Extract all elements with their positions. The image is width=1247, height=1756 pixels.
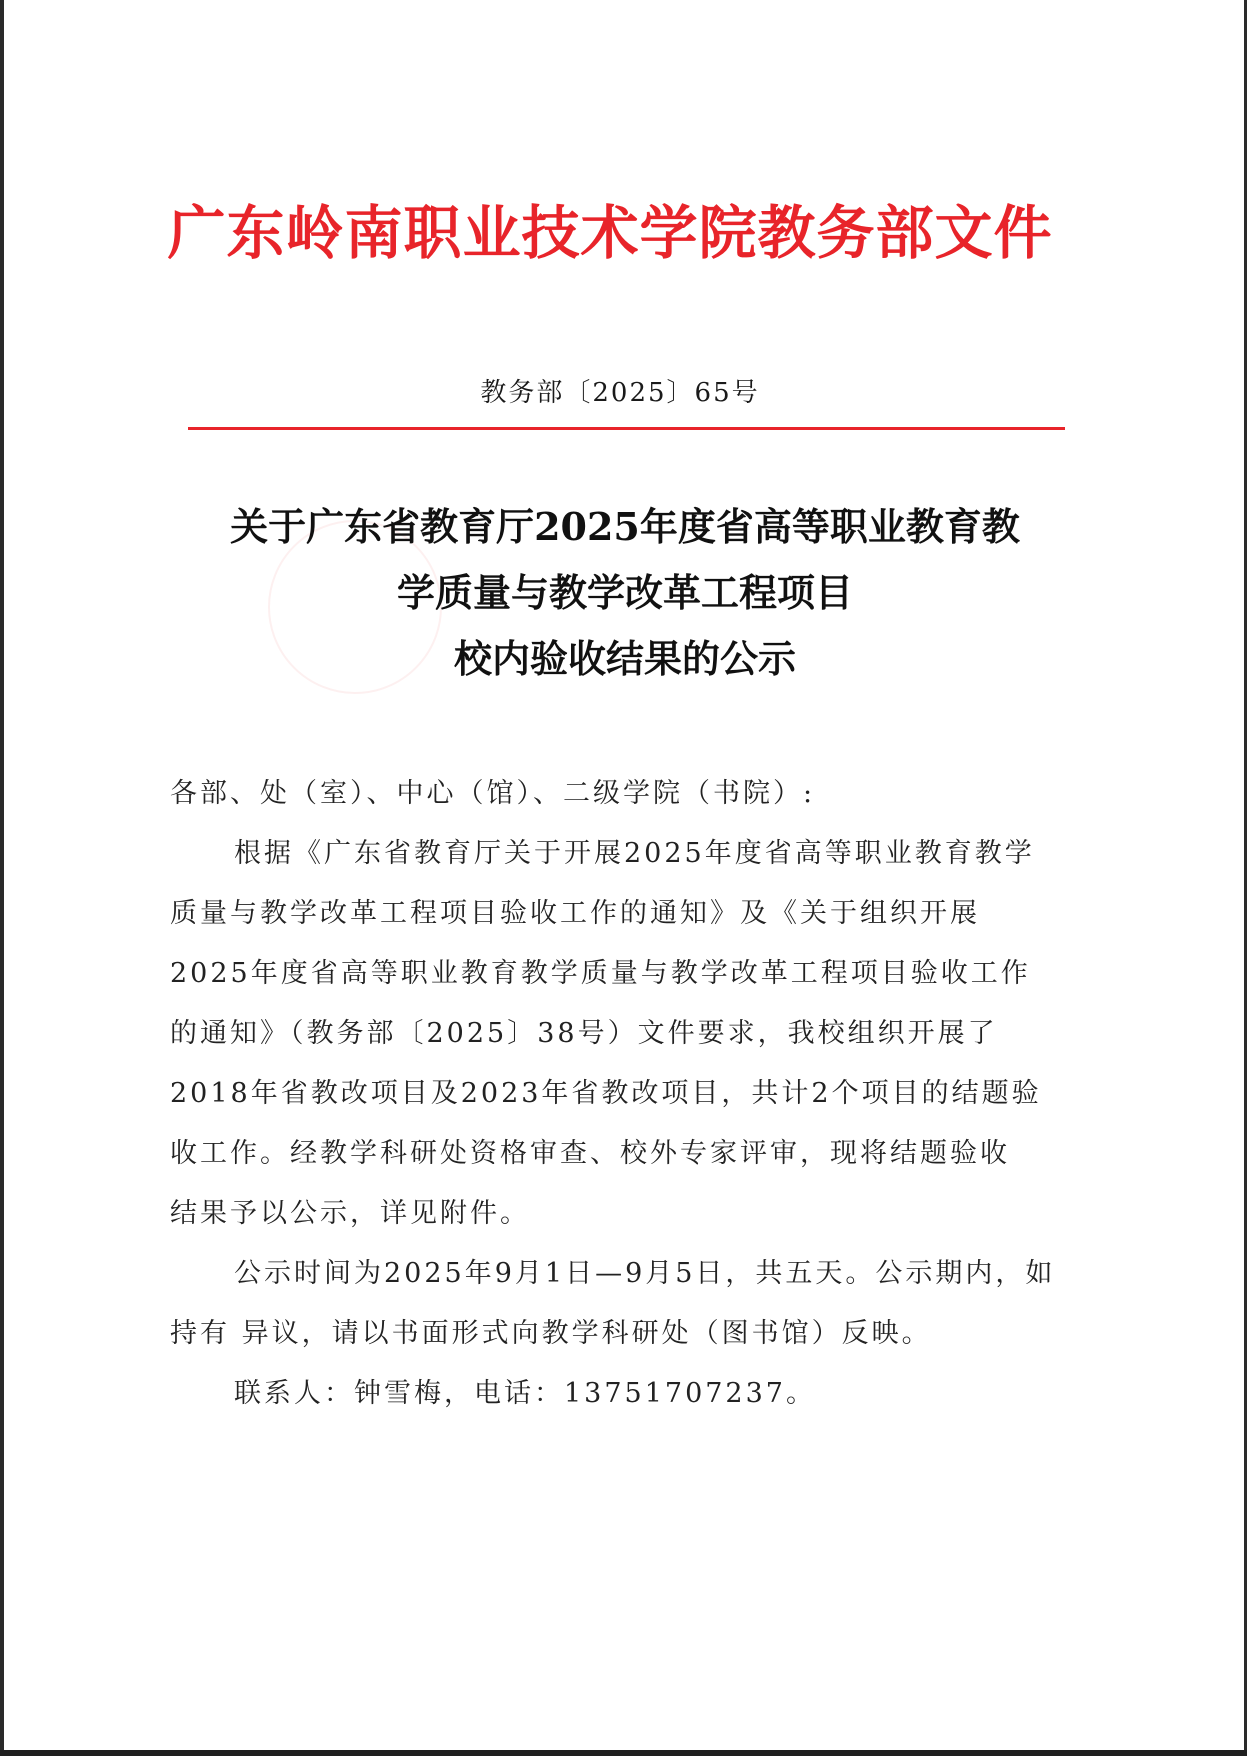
document-number: 教务部〔2025〕65号 xyxy=(480,378,760,408)
body-line: 的通知》（教务部〔2025〕38号）文件要求，我校组织开展了 xyxy=(170,1018,998,1049)
body-line: 根据《广东省教育厅关于开展2025年度省高等职业教育教学 xyxy=(234,838,1035,869)
notice-title-line-2: 学质量与教学改革工程项目 xyxy=(396,570,853,615)
body-line: 2018年省教改项目及2023年省教改项目，共计2个项目的结题验 xyxy=(170,1078,1042,1109)
scan-edge-left xyxy=(0,0,4,1756)
body-line: 收工作。经教学科研处资格审查、校外专家评审，现将结题验收 xyxy=(170,1138,1010,1169)
notice-title-line-1: 关于广东省教育厅2025年度省高等职业教育教 xyxy=(230,504,1020,549)
header-divider xyxy=(188,427,1065,430)
org-header-title: 广东岭南职业技术学院教务部文件 xyxy=(167,199,1053,267)
scan-edge-bottom xyxy=(0,1750,1247,1756)
body-line: 质量与教学改革工程项目验收工作的通知》及《关于组织开展 xyxy=(170,898,980,929)
body-line: 公示时间为2025年9月1日—9月5日，共五天。公示期内，如 xyxy=(234,1258,1056,1289)
notice-title-line-3: 校内验收结果的公示 xyxy=(453,636,796,681)
body-line: 结果予以公示，详见附件。 xyxy=(170,1198,530,1229)
body-line: 2025年度省高等职业教育教学质量与教学改革工程项目验收工作 xyxy=(170,958,1031,989)
contact-line: 联系人：钟雪梅，电话：13751707237。 xyxy=(234,1378,816,1409)
body-line: 持有 异议，请以书面形式向教学科研处（图书馆）反映。 xyxy=(170,1318,932,1349)
salutation: 各部、处（室）、中心（馆）、二级学院（书院）: xyxy=(170,778,816,809)
